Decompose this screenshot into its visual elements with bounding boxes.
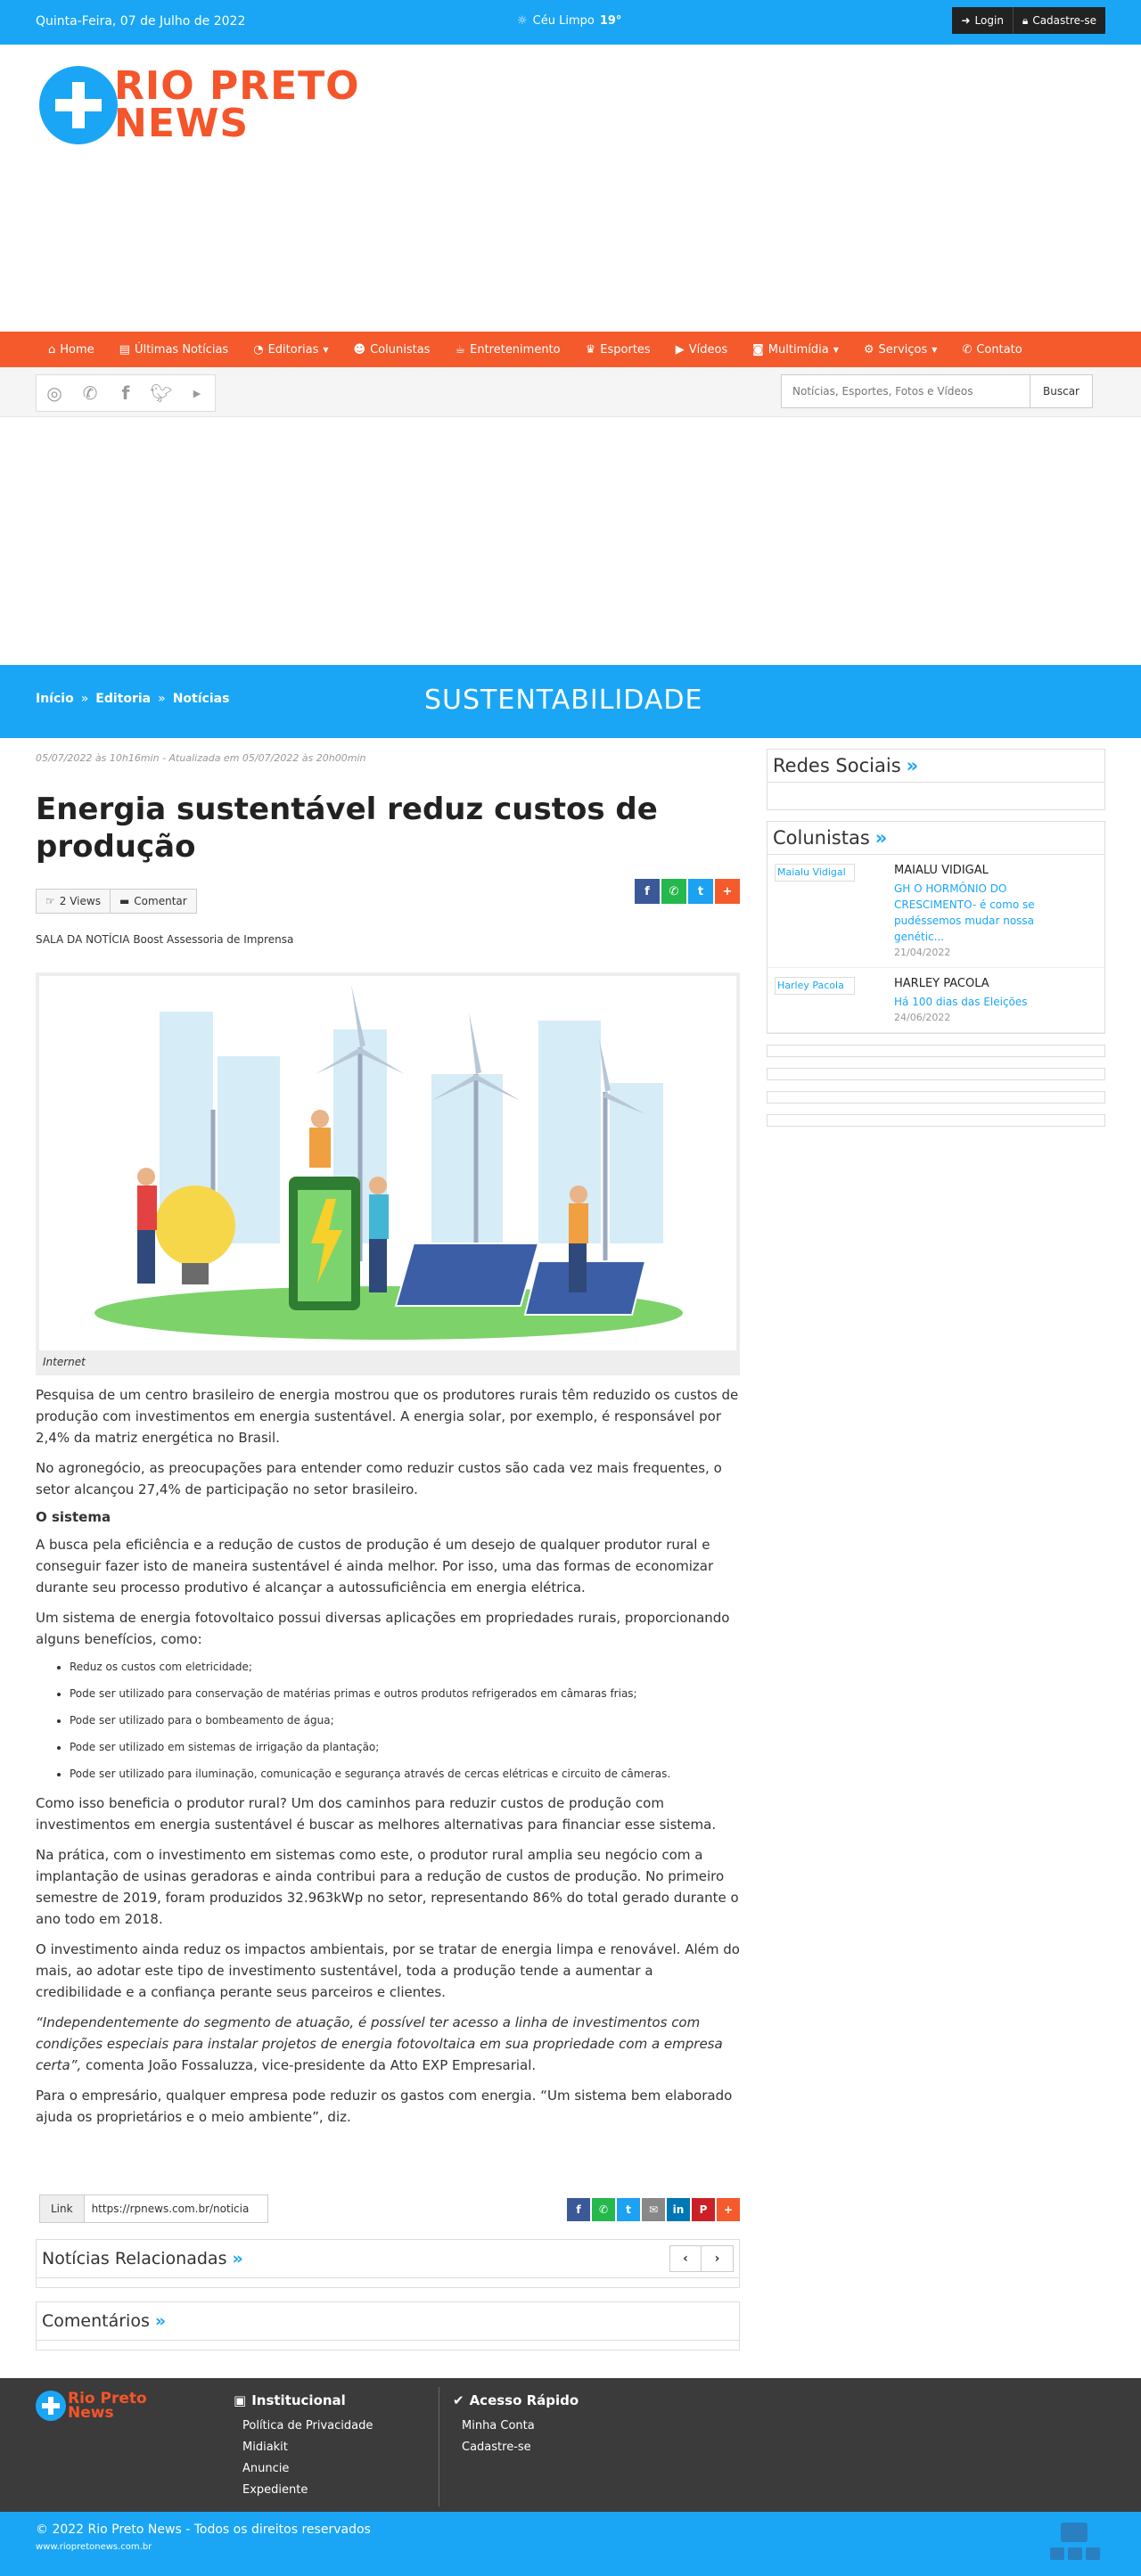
paragraph: No agronegócio, as preocupações para entender como reduzir custos são cada vez mais frequentes, o setor alcançou 27,4% de participação no setor brasileiro. [36, 1460, 722, 1497]
gear-icon: ⚙︎ [863, 342, 874, 357]
nav-item-colunistas[interactable] [354, 343, 431, 357]
article-body [36, 1384, 740, 2128]
sidebar [767, 749, 1105, 1137]
institutional-links [242, 2419, 373, 2497]
quick-access-links [462, 2419, 579, 2454]
logo-line-2: NEWS [114, 101, 250, 146]
paragraph: Um sistema de energia fotovoltaico possui diversas aplicações em propriedades rurais, proporcionando alguns benefícios, como: [36, 1610, 730, 1647]
footer-link-account[interactable]: Minha Conta [462, 2419, 535, 2432]
nav-item-contato[interactable] [962, 343, 1022, 357]
home-icon: ⌂ [48, 342, 56, 357]
views-count: 2 Views [59, 895, 101, 907]
nav-item-label: Editorias [267, 342, 319, 357]
login-button[interactable] [952, 7, 1012, 34]
columnist-info [894, 977, 1072, 1023]
subheading: O sistema [36, 1509, 111, 1525]
columnist-item[interactable] [768, 855, 1104, 968]
linkedin-share-icon[interactable]: in [667, 2198, 690, 2221]
top-bar [0, 0, 1141, 45]
carousel-controls [669, 2245, 734, 2272]
comment-icon: ▬ [119, 895, 130, 907]
rss-icon: ◔ [253, 342, 264, 357]
quick-access-header [453, 2392, 579, 2408]
play-icon: ▶ [675, 342, 685, 357]
quick-access-column [453, 2392, 579, 2462]
list-item: • Reduz os custos com eletricidade; [70, 1657, 740, 1677]
next-button[interactable]: › [702, 2245, 734, 2272]
columnist-photo: Harley Pacola [775, 977, 855, 995]
quote: “Independentemente do segmento de atuação, é possível ter acesso a linha de investimentos com condições especiais para instalar projetos de energia fotovoltaica em sua propriedade com a empresa certa”, [36, 2014, 723, 2073]
footer-link-signup[interactable]: Cadastre-se [462, 2441, 531, 2454]
caret-down-icon: ▼ [323, 345, 329, 354]
more-share-icon[interactable]: + [717, 2198, 740, 2221]
nav-item-label: Contato [976, 342, 1022, 357]
trophy-icon: ♛ [585, 342, 596, 357]
share-buttons-top [635, 879, 740, 904]
footer-logo-line-1: Rio Preto [68, 2390, 147, 2408]
empty-widget [767, 1114, 1105, 1127]
comments-title: Comentários [42, 2311, 150, 2331]
logo-text [114, 63, 360, 146]
columnist-post-title[interactable]: Há 100 dias das Eleições [894, 996, 1028, 1008]
plus-logo-icon [36, 2391, 66, 2421]
footer-link-expediente[interactable]: Expediente [242, 2483, 308, 2497]
social-links [36, 374, 216, 412]
current-date: Quinta-Feira, 07 de Julho de 2022 [36, 14, 246, 29]
columnists-box [767, 821, 1105, 1034]
nav-list [48, 332, 1047, 367]
file-icon: ▤ [119, 342, 130, 357]
lock-icon: 🔒︎ [1022, 13, 1029, 27]
signup-button[interactable] [1013, 7, 1105, 34]
nav-item-label: Últimas Notícias [134, 342, 229, 357]
paragraph: Como isso beneficia o produtor rural? Um dos caminhos para reduzir custos de produção com investimentos em energia sustentável é buscar as melhores alternativas para financiar esse sistema. [36, 1795, 717, 1833]
list-item: • Pode ser utilizado em sistemas de irrigação da plantação; [70, 1737, 740, 1757]
social-networks-box [767, 749, 1105, 810]
paragraph: A busca pela eficiência e a redução de custos de produção é um desejo de qualquer produtor rural e conseguir fazer isto de maneira sustentável é ainda melhor. Por isso, uma das formas de economizar durante seu processo produtivo é alcançar a autossuficiência em energia elétrica. [36, 1537, 714, 1596]
copyright-bar [0, 2512, 1141, 2576]
pinterest-share-icon[interactable]: P [692, 2198, 715, 2221]
whatsapp-icon[interactable]: ✆ [82, 382, 98, 404]
columnist-name: MAIALU VIDIGAL [894, 864, 989, 877]
section-title: SUSTENTABILIDADE [424, 685, 703, 716]
camera-icon: ◙ [752, 342, 764, 357]
social-search-bar [0, 367, 1141, 417]
image-caption: Internet [39, 1350, 736, 1372]
search-form [781, 374, 1093, 408]
search-button[interactable]: Buscar [1030, 374, 1093, 408]
footer-link-anuncie[interactable]: Anuncie [242, 2462, 290, 2475]
columnist-photo: Maialu Vidigal [775, 864, 855, 882]
nav-item-home[interactable] [48, 343, 94, 357]
article-image [39, 976, 736, 1350]
share-buttons-bottom [567, 2198, 740, 2221]
empty-widget [767, 1091, 1105, 1103]
breadcrumb-noticias[interactable]: Notícias [172, 692, 230, 706]
permalink-box [39, 2195, 268, 2223]
weather-text: Céu Limpo [532, 14, 595, 28]
copyright-text: © 2022 Rio Preto News - Todos os direitos reservados [36, 2523, 371, 2537]
plus-logo-icon [39, 66, 118, 144]
breadcrumb [36, 692, 229, 706]
twitter-share-icon[interactable]: t [617, 2198, 640, 2221]
login-icon: ➜ [961, 14, 971, 27]
breadcrumb-editoria[interactable]: Editoria [95, 692, 152, 706]
footer-logo-line-2: News [68, 2404, 114, 2422]
panel-body [37, 2341, 739, 2350]
article [36, 752, 740, 2331]
site-url[interactable]: www.riopretonews.com.br [36, 2542, 152, 2552]
footer-logo-text [68, 2391, 147, 2420]
twitter-share-icon[interactable]: t [688, 879, 713, 904]
nav-item-label: Entretenimento [470, 342, 561, 357]
hand-icon: ☞ [45, 895, 55, 907]
columnist-post-date: 21/04/2022 [894, 947, 951, 958]
article-title: Energia sustentável reduz custos de produção [36, 792, 658, 865]
email-share-icon[interactable]: ✉ [642, 2198, 665, 2221]
facebook-share-icon[interactable]: f [635, 879, 660, 904]
double-chevron-icon: » [874, 827, 888, 849]
list-item: • Pode ser utilizado para conservação de matérias primas e outros produtos refrigerados em câmaras frias; [70, 1684, 740, 1703]
link-field[interactable]: https://rpnews.com.br/noticia [85, 2195, 268, 2223]
facebook-share-icon[interactable]: f [567, 2198, 590, 2221]
whatsapp-share-icon[interactable]: ✆ [592, 2198, 615, 2221]
columnist-post-date: 24/06/2022 [894, 1012, 951, 1023]
footer-link-privacy[interactable]: Política de Privacidade [242, 2419, 373, 2432]
instagram-icon[interactable]: ◎ [46, 382, 62, 404]
article-figure [36, 972, 740, 1375]
list-item: • Pode ser utilizado para iluminação, comunicação e segurança através de cercas elétricas e circuito de câmeras. [70, 1764, 740, 1784]
section-banner [0, 665, 1141, 738]
check-circle-icon: ✔ [453, 2392, 464, 2408]
nav-item-label: Home [60, 342, 94, 357]
facebook-icon[interactable]: f [121, 382, 130, 404]
columnist-info [894, 864, 1072, 958]
breadcrumb-separator: » [158, 692, 166, 706]
panel-body [37, 2278, 739, 2287]
signup-label: Cadastre-se [1032, 14, 1096, 27]
comments-header [37, 2302, 739, 2341]
comment-label: Comentar [134, 895, 187, 907]
coffee-icon: ☕︎ [455, 342, 466, 357]
breadcrumb-separator: » [80, 692, 89, 706]
benefits-list [70, 1657, 740, 1784]
nav-item-v-deos[interactable] [676, 343, 727, 357]
article-source: SALA DA NOTÍCIA Boost Assessoria de Imprensa [36, 933, 294, 946]
weather-widget [517, 14, 621, 28]
site-logo[interactable] [39, 63, 360, 146]
breadcrumb-inicio[interactable]: Início [36, 692, 74, 706]
caret-down-icon: ▼ [932, 345, 938, 354]
login-label: Login [974, 14, 1004, 27]
footer-logo[interactable] [36, 2391, 147, 2421]
social-networks-body [768, 783, 1104, 809]
views-badge [36, 889, 111, 914]
institutional-header [234, 2392, 373, 2408]
paragraph: Pesquisa de um centro brasileiro de energia mostrou que os produtores rurais têm reduzido os custos de produção com investimentos em energia sustentável. A energia solar, por exemplo, é responsável por 2,4% da matriz energética no Brasil. [36, 1387, 739, 1446]
columnist-item[interactable] [768, 968, 1104, 1033]
columnist-name: HARLEY PACOLA [894, 977, 989, 990]
list-item: • Pode ser utilizado para o bombeamento de água; [70, 1710, 740, 1730]
search-input[interactable] [781, 374, 1030, 408]
nav-item-editorias[interactable] [253, 343, 328, 357]
link-label: Link [39, 2195, 85, 2223]
building-icon: ▣ [234, 2392, 247, 2408]
users-icon: ☻ [353, 342, 366, 357]
nav-item-label: Serviços [878, 342, 928, 357]
comment-button[interactable] [111, 889, 197, 914]
more-share-icon[interactable]: + [715, 879, 740, 904]
temperature: 19° [599, 14, 622, 28]
logo-line-1: RIO PRETO [114, 63, 360, 109]
double-chevron-icon: » [154, 2311, 167, 2331]
phone-icon: ✆ [962, 342, 973, 357]
footer-link-midiakit[interactable]: Midiakit [242, 2441, 288, 2454]
comments-panel [36, 2301, 740, 2350]
nav-item-servi-os[interactable] [864, 343, 938, 357]
related-news-panel [36, 2239, 740, 2288]
columnist-post-title[interactable]: GH O HORMÔNIO DO CRESCIMENTO- é como se pudéssemos mudar nossa genétic... [894, 882, 1035, 943]
nav-item-esportes[interactable] [586, 343, 651, 357]
paragraph: O investimento ainda reduz os impactos ambientais, por se tratar de energia limpa e renovável. Além do mais, ao adotar este tipo de investimento sustentável, toda a produção tende a aumentar a credibilidade e a confiança perante seus parceiros e clientes. [36, 1941, 740, 2000]
quote-attribution: comenta João Fossaluzza, vice-presidente da Atto EXP Empresarial. [81, 2057, 537, 2073]
youtube-icon[interactable]: ▶ [193, 387, 201, 399]
solar-wind-illustration [39, 976, 736, 1350]
footer [0, 2378, 1141, 2512]
article-meta: 05/07/2022 às 10h16min - Atualizada em 05/07/2022 às 20h00min [36, 752, 366, 764]
empty-widget [767, 1045, 1105, 1057]
nav-item-label: Colunistas [370, 342, 431, 357]
institutional-title: Institucional [251, 2392, 346, 2408]
twitter-icon[interactable]: 🐦︎ [150, 382, 173, 404]
columnists-title: Colunistas [773, 827, 870, 849]
sun-icon: ☼ [517, 14, 528, 28]
main-nav [0, 332, 1141, 367]
nav-item--ltimas-not-cias[interactable] [119, 343, 229, 357]
columnists-header [768, 822, 1104, 855]
nav-item-entretenimento[interactable] [455, 343, 560, 357]
prev-button[interactable]: ‹ [669, 2245, 702, 2272]
whatsapp-share-icon[interactable]: ✆ [661, 879, 686, 904]
quick-access-title: Acesso Rápido [469, 2392, 579, 2408]
related-news-title: Notícias Relacionadas [42, 2249, 227, 2268]
double-chevron-icon: » [906, 755, 919, 776]
nav-item-label: Vídeos [688, 342, 728, 357]
quote-paragraph [36, 2012, 740, 2076]
paragraph: Na prática, com o investimento em sistemas como este, o produtor rural amplia seu negócio com a implantação de usinas geradoras e ainda contribui para a redução de custos de produção. No primeiro semestre de 2019, foram produzidos 32.963kWp no setor, representando 86% do total gerado durante o ano todo em 2018. [36, 1847, 739, 1927]
double-chevron-icon: » [232, 2249, 243, 2268]
nav-item-multim-dia[interactable] [752, 343, 839, 357]
institutional-column [234, 2392, 373, 2505]
paragraph: Para o empresário, qualquer empresa pode reduzir os gastos com energia. “Um sistema bem elaborado ajuda os proprietários e o meio ambiente”, diz. [36, 2088, 733, 2125]
social-networks-title: Redes Sociais [773, 755, 901, 776]
social-networks-header [768, 750, 1104, 783]
empty-widget [767, 1068, 1105, 1080]
nav-item-label: Multimídia [768, 342, 829, 357]
developer-logo-icon[interactable] [1048, 2521, 1102, 2569]
auth-buttons [952, 7, 1105, 34]
related-news-header [37, 2240, 739, 2278]
nav-item-label: Esportes [600, 342, 651, 357]
caret-down-icon: ▼ [833, 345, 839, 354]
